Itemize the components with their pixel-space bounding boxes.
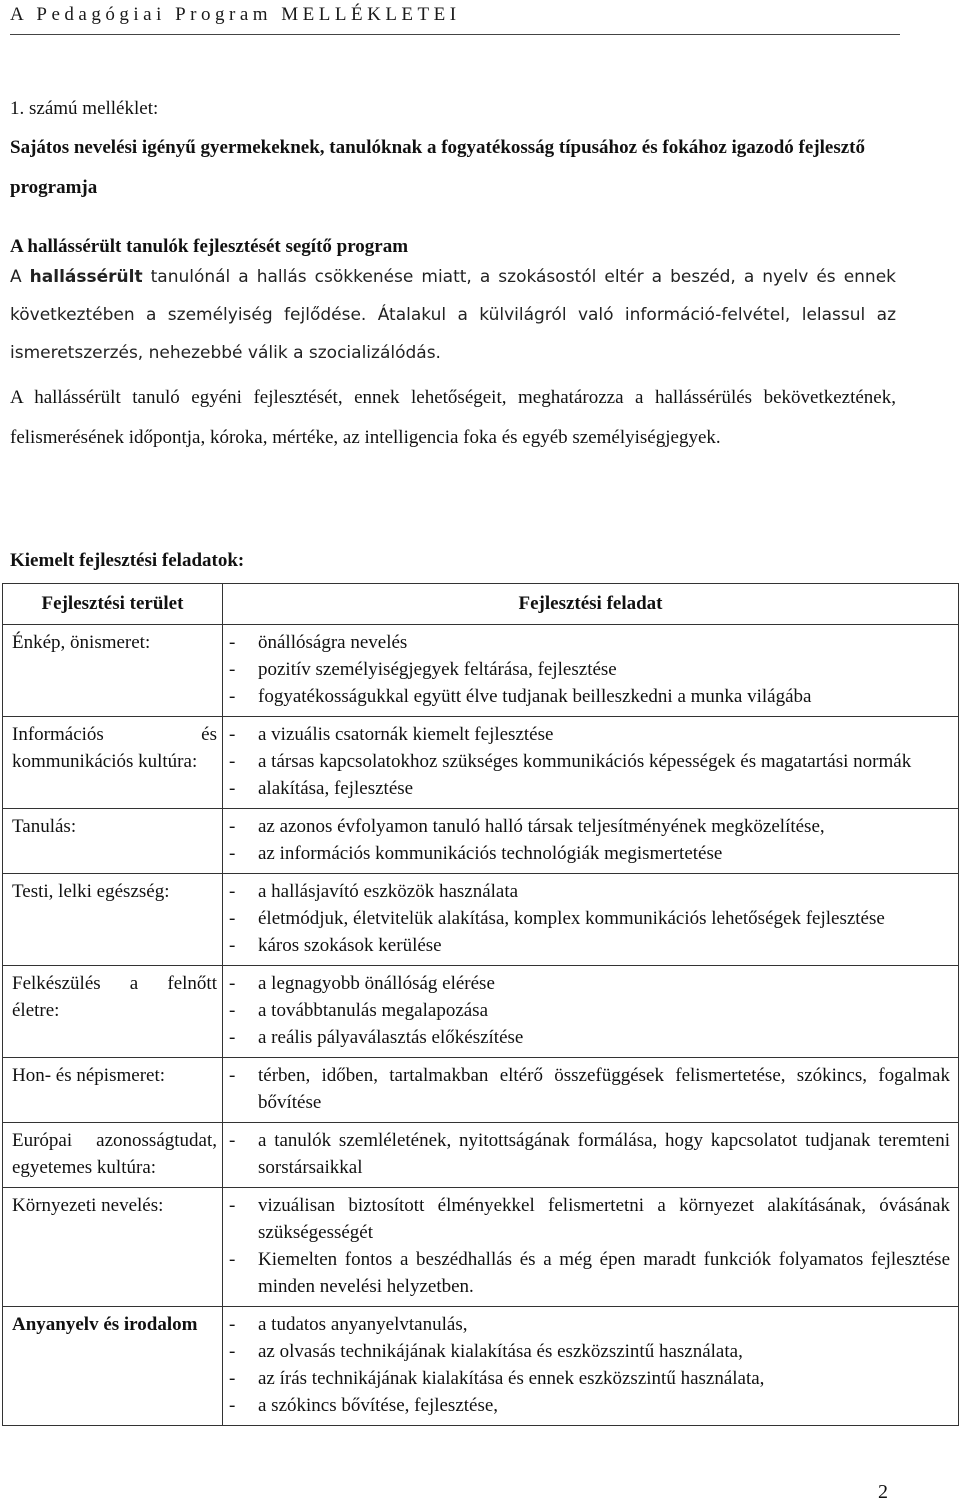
task-item (229, 1062, 950, 1116)
task-item (229, 840, 950, 867)
dash-bullet: - (229, 816, 236, 837)
task-text: a hallásjavító eszközök használata (258, 881, 519, 902)
task-item (229, 1311, 950, 1338)
task-text: a tanulók szemléletének, nyitottságának formálása, hogy kapcsolatot tudjanak teremteni sorstársaikkal (258, 1130, 950, 1178)
intro-lead: A (10, 267, 22, 287)
development-tasks (223, 1188, 959, 1307)
header-rule (10, 34, 900, 35)
task-item (229, 1365, 950, 1392)
task-text: alakítása, fejlesztése (258, 778, 414, 799)
task-item (229, 905, 950, 932)
development-tasks (223, 809, 959, 874)
development-area: Testi, lelki egészség: (3, 874, 223, 966)
dash-bullet: - (229, 724, 236, 745)
table-row (3, 1307, 959, 1426)
dash-bullet: - (229, 659, 236, 680)
task-text: az írás technikájának kialakítása és ennek eszközszintű használata, (258, 1368, 765, 1389)
development-area: Tanulás: (3, 809, 223, 874)
task-text: térben, időben, tartalmakban eltérő összefüggések felismertetése, szókincs, fogalmak bővítése (258, 1065, 950, 1113)
task-text: Kiemelten fontos a beszédhallás és a még épen maradt funkciók folyamatos fejlesztése minden nevelési helyzetben. (258, 1249, 950, 1297)
development-tasks (223, 625, 959, 717)
dash-bullet: - (229, 1395, 236, 1416)
development-area: Anyanyelv és irodalom (3, 1307, 223, 1426)
task-item (229, 878, 950, 905)
development-area: Európai azonosságtudat, egyetemes kultúra: (3, 1123, 223, 1188)
dash-bullet: - (229, 1130, 236, 1151)
task-text: a társas kapcsolatokhoz szükséges kommunikációs képességek és magatartási normák (258, 751, 912, 772)
development-table (2, 583, 959, 1426)
dash-bullet: - (229, 1000, 236, 1021)
table-row (3, 1188, 959, 1307)
development-area: Környezeti nevelés: (3, 1188, 223, 1307)
dash-bullet: - (229, 908, 236, 929)
task-item (229, 1246, 950, 1300)
development-tasks (223, 717, 959, 809)
task-text: a reális pályaválasztás előkészítése (258, 1027, 524, 1048)
task-item (229, 1127, 950, 1181)
task-text: a tudatos anyanyelvtanulás, (258, 1314, 468, 1335)
dash-bullet: - (229, 1195, 236, 1216)
development-area: Hon- és népismeret: (3, 1058, 223, 1123)
task-text: káros szokások kerülése (258, 935, 442, 956)
table-header-row (3, 584, 959, 625)
task-text: az olvasás technikájának kialakítása és eszközszintű használata, (258, 1341, 743, 1362)
development-area: Felkészülés a felnőtt életre: (3, 966, 223, 1058)
table-row (3, 1123, 959, 1188)
column-header-area: Fejlesztési terület (3, 584, 223, 625)
dash-bullet: - (229, 1249, 236, 1270)
table-body (3, 625, 959, 1426)
dash-bullet: - (229, 973, 236, 994)
running-header: A Pedagógiai Program MELLÉKLETEI (10, 4, 461, 25)
dash-bullet: - (229, 843, 236, 864)
dash-bullet: - (229, 632, 236, 653)
task-text: a legnagyobb önállóság elérése (258, 973, 495, 994)
task-text: az információs kommunikációs technológiák megismertetése (258, 843, 723, 864)
task-text: fogyatékosságukkal együtt élve tudjanak beilleszkedni a munka világába (258, 686, 812, 707)
development-tasks (223, 1307, 959, 1426)
development-tasks (223, 966, 959, 1058)
dash-bullet: - (229, 935, 236, 956)
dash-bullet: - (229, 881, 236, 902)
intro-paragraph (10, 258, 896, 372)
development-tasks (223, 874, 959, 966)
section-heading: A hallássérült tanulók fejlesztését segítő program (10, 236, 409, 257)
task-item (229, 721, 950, 748)
table-row (3, 717, 959, 809)
tasks-heading: Kiemelt fejlesztési feladatok: (10, 550, 245, 571)
task-item (229, 997, 950, 1024)
task-text: a szókincs bővítése, fejlesztése, (258, 1395, 499, 1416)
column-header-task: Fejlesztési feladat (223, 584, 959, 625)
task-text: pozitív személyiségjegyek feltárása, fejlesztése (258, 659, 617, 680)
development-area: Énkép, önismeret: (3, 625, 223, 717)
task-item (229, 970, 950, 997)
task-text: életmódjuk, életvitelük alakítása, komplex kommunikációs lehetőségek fejlesztése (258, 908, 885, 929)
development-tasks (223, 1058, 959, 1123)
task-item (229, 1024, 950, 1051)
task-item (229, 1338, 950, 1365)
dash-bullet: - (229, 1027, 236, 1048)
task-item (229, 932, 950, 959)
table-row (3, 966, 959, 1058)
intro-rest: tanulónál a hallás csökkenése miatt, a szokásostól eltér a beszéd, a nyelv és ennek következtében a személyiség fejlődése. Átalakul a külvilágról való információ-felvétel, lelassul az ismeretszerzés, nehezebbé válik a szocializálódás. (10, 267, 896, 363)
dash-bullet: - (229, 686, 236, 707)
task-text: a továbbtanulás megalapozása (258, 1000, 489, 1021)
task-item (229, 748, 950, 775)
dash-bullet: - (229, 1314, 236, 1335)
task-text: a vizuális csatornák kiemelt fejlesztése (258, 724, 554, 745)
table-row (3, 1058, 959, 1123)
dash-bullet: - (229, 1368, 236, 1389)
dash-bullet: - (229, 1341, 236, 1362)
body-paragraph: A hallássérült tanuló egyéni fejlesztését, ennek lehetőségeit, meghatározza a hallássérülés bekövetkeztének, felismerésének időpontja, kóroka, mértéke, az intelligencia foka és egyéb személyiségjegyek. (10, 387, 896, 448)
table-row (3, 625, 959, 717)
dash-bullet: - (229, 1065, 236, 1086)
task-text: vizuálisan biztosított élményekkel felismertetni a környezet alakításának, óvásának szükségességét (258, 1195, 950, 1243)
task-item (229, 813, 950, 840)
development-area: Információs és kommunikációs kultúra: (3, 717, 223, 809)
task-text: az azonos évfolyamon tanuló halló társak teljesítményének megközelítése, (258, 816, 825, 837)
intro-bold-word: hallássérült (29, 267, 143, 287)
task-text: önállóságra nevelés (258, 632, 408, 653)
dash-bullet: - (229, 778, 236, 799)
task-item (229, 683, 950, 710)
appendix-title: Sajátos nevelési igényű gyermekeknek, tanulóknak a fogyatékosság típusához és fokához igazodó fejlesztő programja (10, 137, 866, 198)
task-item (229, 629, 950, 656)
table-row (3, 809, 959, 874)
task-item (229, 656, 950, 683)
appendix-number: 1. számú melléklet: (10, 98, 159, 119)
page-number: 2 (878, 1481, 888, 1503)
task-item (229, 1392, 950, 1419)
development-tasks (223, 1123, 959, 1188)
dash-bullet: - (229, 751, 236, 772)
table-row (3, 874, 959, 966)
task-item (229, 775, 950, 802)
task-item (229, 1192, 950, 1246)
